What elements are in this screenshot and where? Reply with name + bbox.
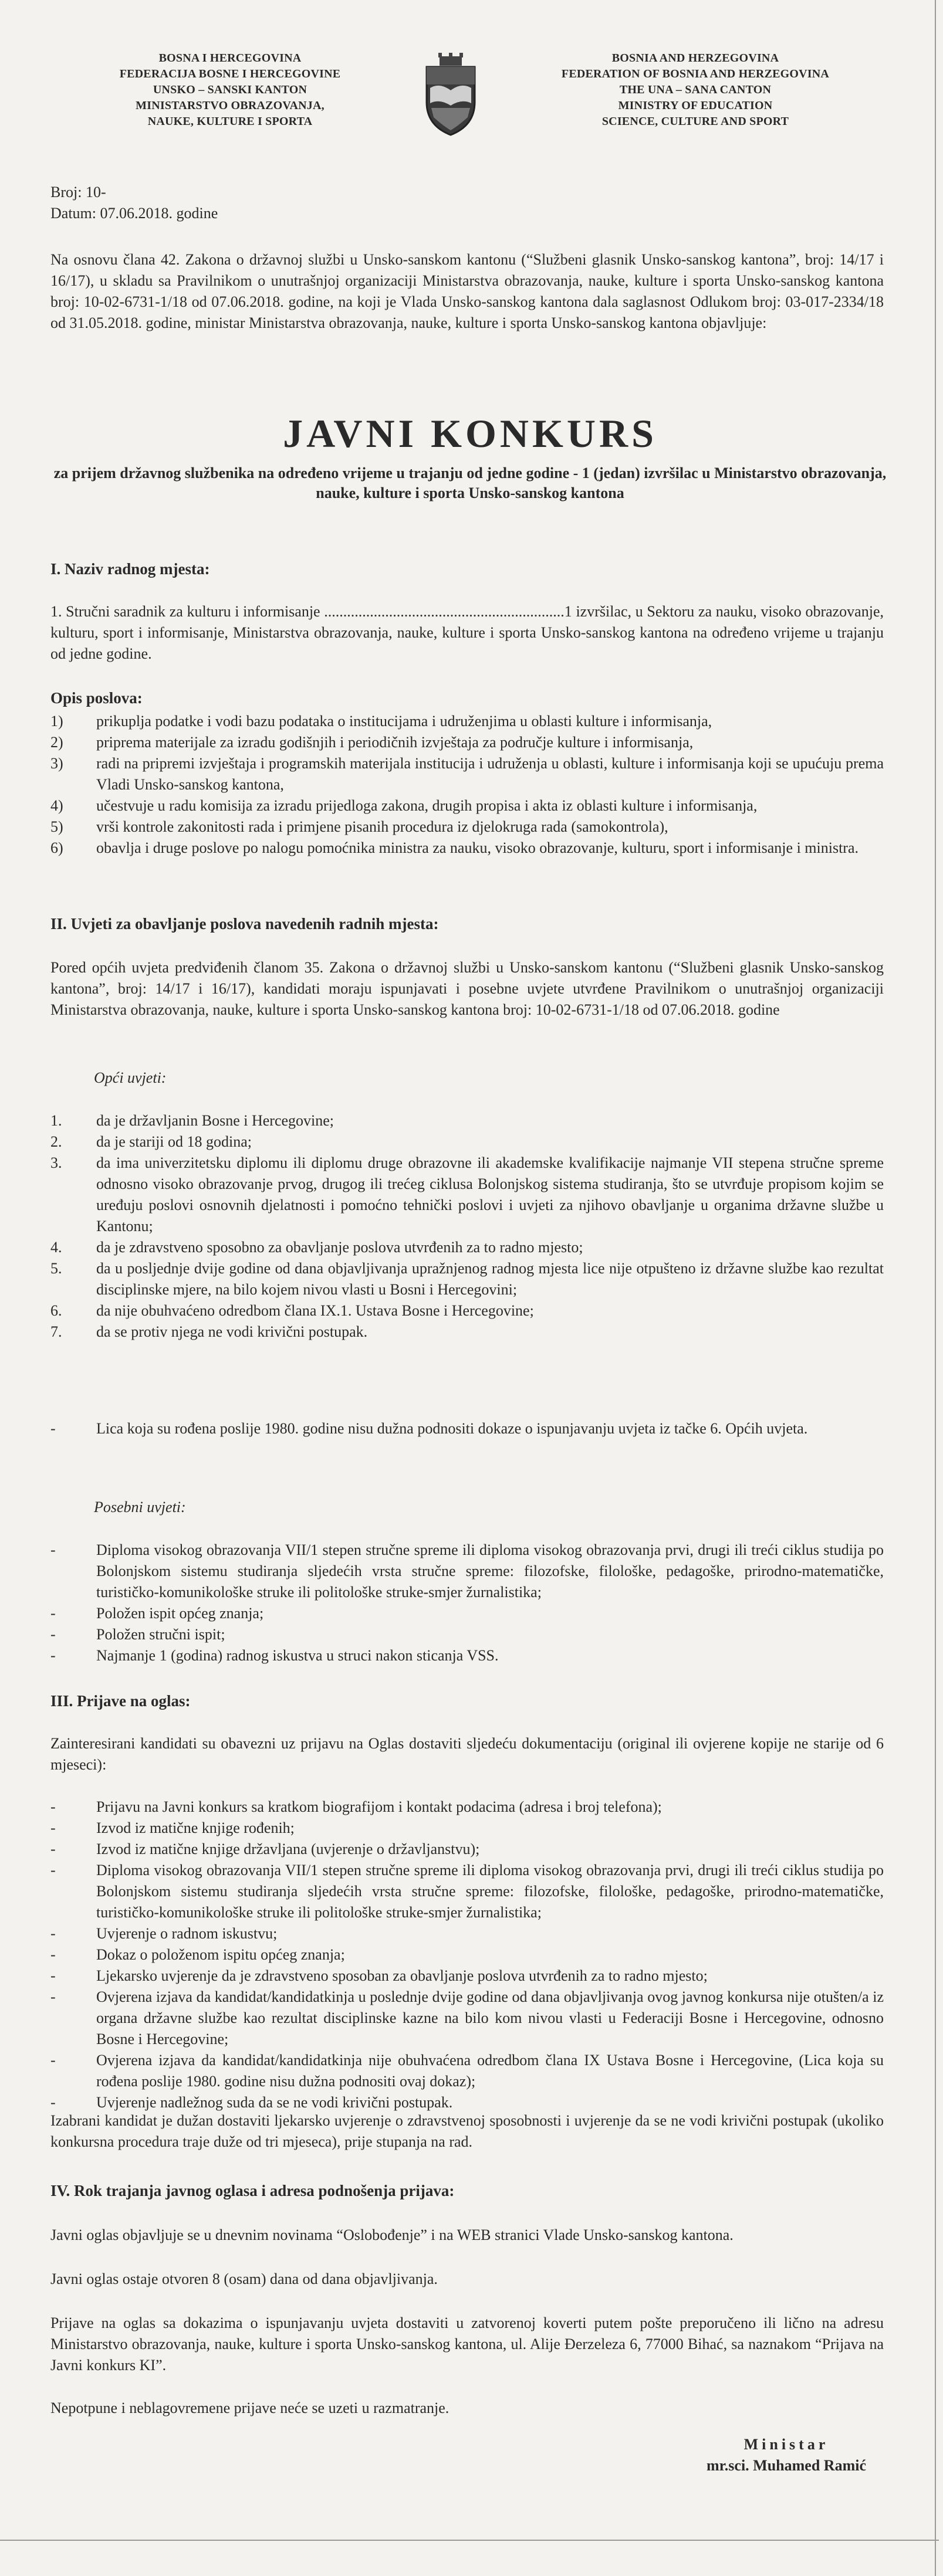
list-item: 6. da nije obuhvaćeno odredbom člana IX.1. Ustava Bosne i Hercegovine; [50,1302,534,1319]
header-left-line: UNSKO – SANSKI KANTON [153,83,307,96]
age-note [50,1418,884,1439]
list-item: - Uvjerenje o radnom iskustvu; [50,1925,278,1942]
header-right-line: SCIENCE, CULTURE AND SPORT [601,115,789,128]
document-subtitle: za prijem državnog službenika na određeno vrijeme u trajanju od jedne godine - 1 (jedan) izvršilac u Ministarstvo obrazovanja, nauke, kulture i sporta Unsko-sanskog kantona [53,465,887,501]
list-item: 5. da u posljednje dvije godine od dana objavljivanja upražnjenog radnog mjesta lice nije otpušteno iz državne službe kao rezultat disciplinske mjere, na bilo kojem nivou vlasti u Bosni i Hercegovini; [50,1260,884,1298]
header-right-line: BOSNIA AND HERZEGOVINA [611,52,779,65]
coat-of-arms-icon [422,49,479,137]
intro-paragraph: Na osnovu člana 42. Zakona o državnoj službi u Unsko-sanskom kantonu (“Službeni glasnik Unsko-sanskog kantona”, broj: 14/17 i 16/17), u skladu sa Pravilnikom o unutrašnjoj organizaciji Ministarstva obrazovanja, nauke, kulture i sporta Unsko-sanskog kantona broj: 10-02-6731-1/18 od 07.06.2018. godine, na koji je Vlada Unsko-sanskog kantona dala saglasnost Odlukom broj: 03-017-2334/18 od 31.05.2018. godine, ministar Ministarstva obrazovanja, nauke, kulture i sporta Unsko-sanskog kantona objavljuje: [50,251,884,331]
list-item: 1. da je državljanin Bosne i Hercegovine; [50,1112,334,1129]
list-item: - Izvod iz matične knjige državljana (uvjerenje o državljanstvu); [50,1841,480,1858]
page-border-right [935,0,936,2576]
list-item: - Diploma visokog obrazovanja VII/1 stepen stručne spreme ili diploma visokog obrazovanja prvi, drugi ili treći ciklus studija po Bolonjskom sistemu studiranja sljedećih vrsta stručne spreme: filozofske, filološke, pedagoške, prirodno-matematičke, turističko-komunikološke struke ili politološke struke-smjer žurnalistika; [50,1862,884,1921]
list-item: - Lica koja su rođena poslije 1980. godine nisu dužna podnositi dokaze o ispunjavanju uvjeta iz tačke 6. Općih uvjeta. [50,1420,808,1437]
list-item: 2. da je stariji od 18 godina; [50,1133,252,1150]
application-intro: Zainteresirani kandidati su obavezni uz prijavu na Oglas dostaviti sljedeću dokumentaciju (original ili ovjerene kopije ne starije od 6 mjeseci): [50,1735,884,1773]
document-title: JAVNI KONKURS [283,411,657,456]
list-item: - Ljekarsko uvjerenje da je zdravstveno sposoban za obavljanje poslova utvrđenih za to radno mjesto; [50,1967,708,1984]
duration-paragraph: Javni oglas ostaje otvoren 8 (osam) dana od dana objavljivanja. [50,2270,438,2287]
list-item: 6) obavlja i druge poslove po nalogu pomoćnika ministra za nauku, visoko obrazovanje, kulturu, sport i informisanje i ministra. [50,839,859,856]
list-item: - Položen stručni ispit; [50,1626,225,1643]
header-right-line: FEDERATION OF BOSNIA AND HERZEGOVINA [561,67,830,80]
list-item: 1) prikuplja podatke i vodi bazu podataka o institucijama i udruženjima u oblasti kulture i informisanja, [50,713,712,730]
duties-list [50,711,884,859]
list-item: - Uvjerenje nadležnog suda da se ne vodi krivični postupak. [50,2094,453,2111]
header-right-line: THE UNA – SANA CANTON [619,83,772,96]
section-2-heading: II. Uvjeti za obavljanje poslova navedenih radnih mjesta: [50,915,439,933]
document-meta [50,182,884,224]
list-item: - Položen ispit općeg znanja; [50,1605,264,1622]
list-item: - Ovjerena izjava da kandidat/kandidatkinja nije obuhvaćena odredbom člana IX Ustava Bosne i Hercegovine, (Lica koja su rođena poslije 1980. godine nisu dužna podnositi ovaj dokaz); [50,2052,884,2090]
document-number: Broj: 10- [50,184,106,201]
list-item: 3) radi na pripremi izvještaja i programskih materijala institucija i udruženja u oblasti, kulture i informisanja koji se upućuju prema Vladi Unsko-sanskog kantona, [50,755,884,793]
signature-block [681,2434,892,2476]
list-item: - Izvod iz matične knjige rođenih; [50,1819,295,1836]
page-border-bottom [0,2540,939,2541]
list-item: - Prijavu na Javni konkurs sa kratkom biografijom i kontakt podacima (adresa i broj telefona); [50,1798,662,1815]
selected-candidate-note: Izabrani kandidat je dužan dostaviti ljekarsko uvjerenje o zdravstvenoj sposobnosti i uvjerenje da se ne vodi krivični postupak (ukoliko konkursna procedura traje duže od tri mjeseca), prije stupanja na rad. [50,2112,884,2150]
header-right-line: MINISTRY OF EDUCATION [618,99,773,112]
section-1-heading: I. Naziv radnog mjesta: [50,560,210,578]
list-item: 4. da je zdravstveno sposobno za obavljanje poslova utvrđenih za to radno mjesto; [50,1239,583,1256]
header-left-line: BOSNA I HERCEGOVINA [158,52,302,65]
list-item: 7. da se protiv njega ne vodi krivični postupak. [50,1323,368,1340]
header-left-line: MINISTARSTVO OBRAZOVANJA, [136,99,325,112]
list-item: - Ovjerena izjava da kandidat/kandidatkinja u poslednje dvije godine od dana objavljivanja ovog javnog konkursa nije otušten/a iz organa državne službe kao rezultat disciplinske kazne na bilo kom nivou vlasti u Federaciji Bosne i Hercegovine, odnosno Bosne i Hercegovine; [50,1988,884,2048]
header-left-line: NAUKE, KULTURE I SPORTA [147,115,313,128]
signatory-role: Ministar [743,2436,829,2453]
signatory-name: mr.sci. Muhamed Ramić [706,2457,866,2474]
list-item: 4) učestvuje u radu komisija za izradu prijedloga zakona, drugih propisa i akta iz oblasti kulture i informisanja, [50,797,758,814]
submission-paragraph: Prijave na oglas sa dokazima o ispunjavanju uvjeta dostaviti u zatvorenoj koverti putem pošte preporučeno ili lično na adresu Ministarstvo obrazovanja, nauke, kulture i sporta Unsko-sanskog kantona, ul. Alije Đerzeleza 6, 77000 Bihać, sa naznakom “Prijava na Javni konkurs KI”. [50,2314,884,2374]
special-conditions-list [50,1540,884,1666]
section-4-heading: IV. Rok trajanja javnog oglasa i adresa podnošenja prijava: [50,2182,455,2199]
special-conditions-heading: Posebni uvjeti: [94,1499,186,1516]
section-3-heading: III. Prijave na oglas: [50,1692,191,1710]
incomplete-applications-note: Nepotpune i neblagovremene prijave neće se uzeti u razmatranje. [50,2399,449,2416]
general-conditions-list [50,1110,884,1343]
header-left [66,50,394,130]
list-item: 5) vrši kontrole zakonitosti rada i primjene pisanih procedura iz djelokruga rada (samokontrola), [50,818,668,835]
list-item: 2) priprema materijale za izradu godišnjih i periodičnih izvještaja za područje kulture i informisanja, [50,734,694,751]
general-conditions-heading: Opći uvjeti: [94,1069,167,1086]
position-description: 1. Stručni saradnik za kulturu i informisanje ...............................................................1 izvršilac, u Sektoru za nauku, visoko obrazovanje, kulturu, sport i informisanje, Ministarstva obrazovanja, nauke, kulture i sporta Unsko-sanskog kantona na određeno vrijeme u trajanju od jedne godine. [50,603,884,662]
document-date: Datum: 07.06.2018. godine [50,205,218,222]
header-left-line: FEDERACIJA BOSNE I HERCEGOVINE [119,67,341,80]
required-documents-list [50,1797,884,2113]
conditions-intro: Pored općih uvjeta predviđenih članom 35. Zakona o državnoj službi u Unsko-sanskom kantonu (“Službeni glasnik Unsko-sanskog kantona”, broj: 14/17 i 16/17), kandidati moraju ispunjavati i posebne uvjete utvrđene Pravilnikom o unutrašnjoj organizaciji Ministarstva obrazovanja, nauke, kulture i sporta Unsko-sanskog kantona broj: 10-02-6731-1/18 od 07.06.2018. godine [50,959,884,1018]
list-item: - Najmanje 1 (godina) radnog iskustva u struci nakon sticanja VSS. [50,1647,499,1664]
header-right [531,50,860,130]
list-item: 3. da ima univerzitetsku diplomu ili diplomu druge obrazovne ili akademske kvalifikacije najmanje VII stepena stručne spreme odnosno visoko obrazovanje prvog, drugog ili trećeg ciklusa Bolonjskog sistema studiranja, što se utvrđuje propisom kojim se uređuju poslovi osnovnih djelatnosti i pomoćno tehnički poslovi i uvjeti za njihovo obavljanje u organima državne službe u Kantonu; [50,1154,884,1235]
list-item: - Dokaz o položenom ispitu općeg znanja; [50,1946,345,1963]
duties-heading: Opis poslova: [50,689,143,707]
list-item: - Diploma visokog obrazovanja VII/1 stepen stručne spreme ili diploma visokog obrazovanja prvi, drugi ili treći ciklus studija po Bolonjskom sistemu studiranja sljedećih vrsta stručne spreme: filozofske, filološke, pedagoške, prirodno-matematičke, turističko-komunikološke struke ili politološke struke-smjer žurnalistika; [50,1541,884,1601]
publication-paragraph: Javni oglas objavljuje se u dnevnim novinama “Oslobođenje” i na WEB stranici Vlade Unsko-sanskog kantona. [50,2226,734,2243]
